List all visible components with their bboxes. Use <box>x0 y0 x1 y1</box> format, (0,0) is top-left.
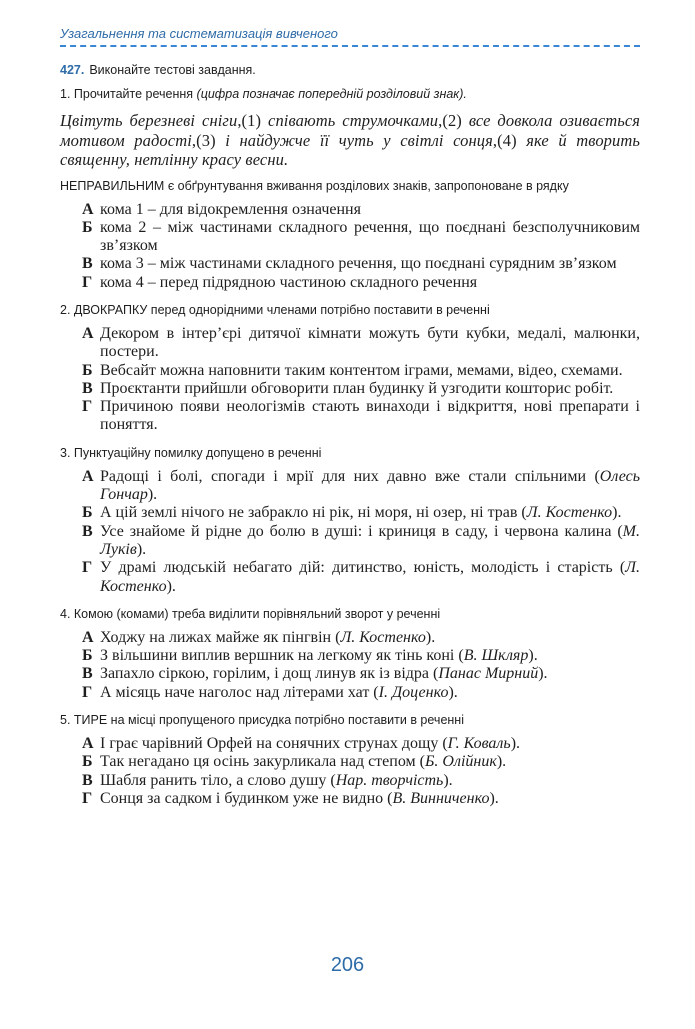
option-letter: Г <box>82 398 93 416</box>
option-text: А місяць наче наголос над літерами хат ( <box>100 683 379 701</box>
option-author: І. Доценко <box>378 683 449 701</box>
option-letter: Б <box>82 753 93 771</box>
question-3-stem: 3. Пунктуаційну помилку допущено в реченні <box>60 445 322 460</box>
option-letter: А <box>82 735 94 753</box>
option-text: З вільшини виплив вершник на легкому як тінь коні ( <box>100 647 464 665</box>
question-4 <box>60 606 640 702</box>
option-text: Усе знайоме й рідне до болю в душі: і криниця в саду, і червона калина ( <box>100 522 623 540</box>
option-author: Л. Костенко <box>100 559 640 595</box>
option-b[interactable] <box>60 219 640 256</box>
option-v[interactable] <box>60 380 640 398</box>
option-text: Запахло сіркою, горілим, і дощ линув як із відра ( <box>100 665 439 683</box>
question-1-note: (цифра позначає попередній розділовий знак). <box>196 87 467 101</box>
question-5 <box>60 712 640 808</box>
question-3 <box>60 445 640 596</box>
option-letter: А <box>82 200 94 218</box>
option-author: Панас Мирний <box>438 665 539 683</box>
option-b[interactable]: Б З вільшини виплив вершник на легкому як тінь коні (В. Шкляр). <box>82 647 538 665</box>
option-letter: В <box>82 665 93 683</box>
option-text: Шабля ранить тіло, а слово душу ( <box>100 771 336 789</box>
option-h[interactable] <box>60 274 640 292</box>
option-text: кома 1 – для відокремлення означення <box>100 200 361 218</box>
option-h[interactable]: Г А місяць наче наголос над літерами хат (І. Доценко). <box>82 683 458 701</box>
question-1-sentence: Цвітуть березневі сніги,(1) співають струмочками,(2) все довкола озивається мотивом радості,(3) і найдужче її чуть у світлі сонця,(4) яке й творить священну, нетлінну красу весни. <box>60 111 641 169</box>
option-letter: Г <box>82 273 93 291</box>
question-1-stem: НЕПРАВИЛЬНИМ є обґрунтування вживання розділових знаків, запропоноване в рядку <box>60 178 569 193</box>
option-letter: Г <box>82 789 93 807</box>
option-author: Л. Костенко <box>526 504 613 522</box>
option-letter: В <box>82 255 93 273</box>
option-v[interactable]: В Шабля ранить тіло, а слово душу (Нар. творчість). <box>82 771 453 789</box>
option-text: Так негадано ця осінь закурликала над степом ( <box>100 753 425 771</box>
question-3-options <box>60 468 640 596</box>
option-a[interactable] <box>60 325 640 362</box>
question-1-options <box>60 201 640 292</box>
question-2 <box>60 302 640 435</box>
question-1 <box>60 86 640 292</box>
option-v[interactable] <box>60 255 640 273</box>
option-text: Вебсайт можна наповнити таким контентом іграми, мемами, відео, схемами. <box>100 361 623 379</box>
question-5-options <box>60 735 640 808</box>
question-5-stem: 5. ТИРЕ на місці пропущеного присудка потрібно поставити в реченні <box>60 713 464 728</box>
option-text: Сонця за садком і будинком уже не видно ( <box>100 789 393 807</box>
option-text: Причиною появи неологізмів стають винаходи і відкриття, нові препарати і поняття. <box>100 398 640 434</box>
task-instruction: Виконайте тестові завдання. <box>89 63 256 77</box>
option-a[interactable]: А Радощі і болі, спогади і мрії для них давно вже стали спільними (Олесь Гончар). <box>82 467 640 504</box>
option-a[interactable] <box>60 201 640 219</box>
option-text: У драмі людській небагато дій: дитинство, юність, молодість і старість ( <box>100 559 626 577</box>
option-v[interactable]: В Запахло сіркою, горілим, і дощ линув як із відра (Панас Мирний). <box>82 665 548 683</box>
option-letter: Б <box>82 218 93 236</box>
option-letter: В <box>82 379 93 397</box>
option-a[interactable]: А І грає чарівний Орфей на сонячних струнах дощу (Г. Коваль). <box>82 735 521 753</box>
option-author: Б. Олійник <box>424 753 497 771</box>
option-author: Л. Костенко <box>340 628 426 646</box>
option-text: Проєктанти прийшли обговорити план будинку й узгодити кошторис робіт. <box>100 379 614 397</box>
question-1-prompt: 1. Прочитайте речення (цифра позначає попередній розділовий знак). <box>60 87 467 101</box>
question-4-options <box>60 629 640 702</box>
option-text: кома 4 – перед підрядною частиною складного речення <box>100 273 478 291</box>
option-b[interactable]: Б Так негадано ця осінь закурликала над степом (Б. Олійник). <box>82 753 507 771</box>
question-2-options <box>60 325 640 435</box>
option-a[interactable]: А Ходжу на лижах майже як пінгвін (Л. Костенко). <box>82 628 436 646</box>
option-letter: Г <box>82 683 93 701</box>
option-letter: А <box>82 467 94 485</box>
header-divider <box>60 45 640 47</box>
option-author: В. Шкляр <box>463 647 529 665</box>
page-number: 206 <box>330 954 365 976</box>
option-letter: А <box>82 324 94 342</box>
option-text: Ходжу на лижах майже як пінгвін ( <box>100 628 341 646</box>
option-text: кома 3 – між частинами складного речення, що поєднані сурядним зв’язком <box>100 255 617 273</box>
option-text: А цій землі нічого не забракло ні рік, ні моря, ні озер, ні трав ( <box>100 504 527 522</box>
page-content <box>60 62 640 818</box>
option-author: Нар. творчість <box>335 771 444 789</box>
question-2-stem: 2. ДВОКРАПКУ перед однорідними членами потрібно поставити в реченні <box>60 302 490 317</box>
option-author: Олесь Гончар <box>100 467 640 504</box>
option-letter: В <box>82 771 93 789</box>
option-letter: А <box>82 628 94 646</box>
option-b[interactable] <box>60 362 640 380</box>
option-b[interactable]: Б А цій землі нічого не забракло ні рік, ні моря, ні озер, ні трав (Л. Костенко). <box>82 504 622 522</box>
option-h[interactable]: Г У драмі людській небагато дій: дитинство, юність, молодість і старість (Л. Костенко). <box>82 559 640 595</box>
option-author: Г. Коваль <box>447 735 511 753</box>
option-text: кома 2 – між частинами складного речення, що поєднані безсполучниковим зв’язком <box>100 218 640 255</box>
option-letter: Б <box>82 647 93 665</box>
option-letter: Б <box>82 361 93 379</box>
task-number: 427. <box>60 63 85 77</box>
option-letter: В <box>82 522 93 540</box>
option-text: І грає чарівний Орфей на сонячних струнах дощу ( <box>100 735 448 753</box>
option-v[interactable]: В Усе знайоме й рідне до болю в душі: і криниця в саду, і червона калина (М. Луків). <box>82 522 640 558</box>
option-letter: Б <box>82 504 93 522</box>
option-author: М. Луків <box>100 522 640 558</box>
task-heading <box>60 62 640 79</box>
option-text: Радощі і болі, спогади і мрії для них давно вже стали спільними ( <box>100 467 600 485</box>
question-4-stem: 4. Комою (комами) треба виділити порівняльний зворот у реченні <box>60 606 441 621</box>
option-text: Декором в інтер’єрі дитячої кімнати можуть бути кубки, медалі, малюнки, постери. <box>100 324 640 361</box>
option-letter: Г <box>82 559 93 577</box>
option-author: В. Винниченко <box>392 789 490 807</box>
option-h[interactable]: Г Сонця за садком і будинком уже не видно (В. Винниченко). <box>82 789 499 807</box>
option-h[interactable] <box>60 398 640 435</box>
running-header: Узагальнення та систематизація вивченого <box>60 26 338 41</box>
